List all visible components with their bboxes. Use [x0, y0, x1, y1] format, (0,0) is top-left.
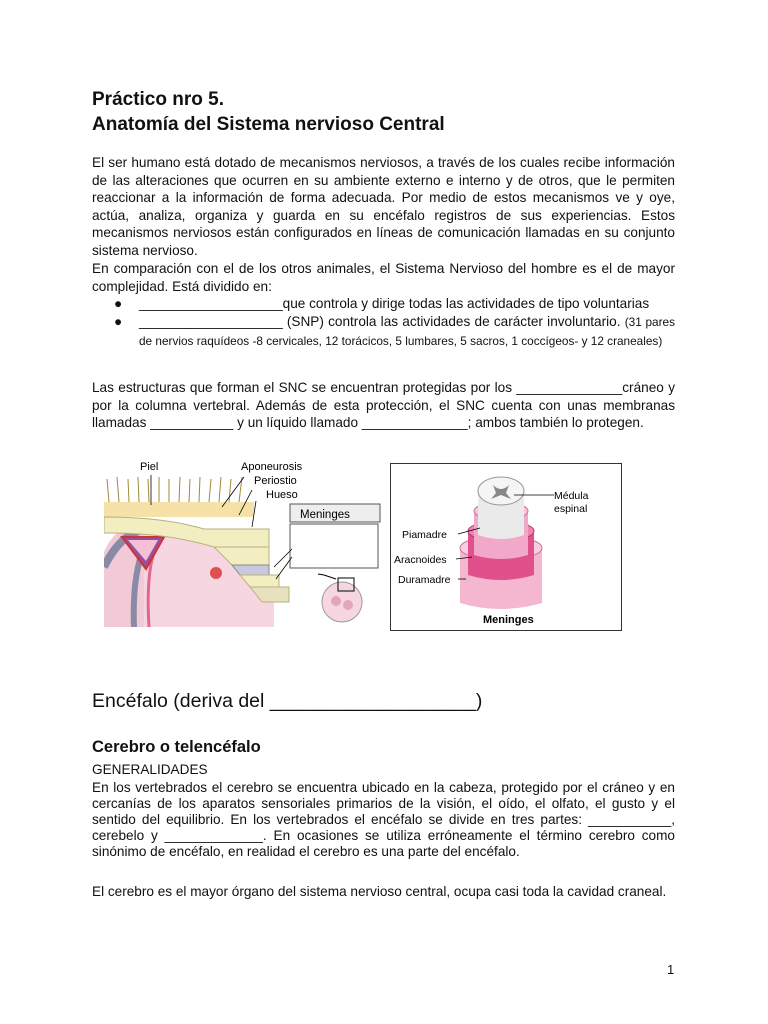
label-medula-espinal: Médula espinal — [554, 490, 589, 515]
page-number: 1 — [667, 962, 675, 977]
bullet-text-2: ___________________ (SNP) controla las actividades de carácter involuntario. — [139, 314, 621, 329]
bullet-icon: ● — [114, 296, 123, 311]
last-paragraph: El cerebro es el mayor órgano del sistema nervioso central, ocupa casi toda la cavidad craneal. — [92, 884, 667, 899]
title-line-2: Anatomía del Sistema nervioso Central — [92, 114, 445, 135]
figure-caption-meninges: Meninges — [483, 614, 534, 626]
label-aponeurosis: Aponeurosis — [241, 461, 303, 473]
scalp-layers-figure — [104, 457, 382, 627]
bullet-note-2: (31 pares de nervios raquídeos -8 cervicales, 12 torácicos, 5 lumbares, 5 sacros, 1 coccígeos- y 12 craneales) — [139, 315, 676, 348]
bullet-text-1: ___________________que controla y dirige todas las actividades de tipo voluntarias — [139, 296, 650, 311]
intro-paragraph: El ser humano está dotado de mecanismos nerviosos, a través de los cuales recibe información de las alteraciones que ocurren en su ambiente externo e interno y de otros, que le permiten reaccionar a la información de forma adecuada. Por medio de estos mecanismos ve y oye, actúa, analiza, organiza y guarda en su encéfalo registros de sus experiencias. Estos mecanismos nerviosos están configurados en líneas de comunicación llamadas en su conjunto sistema nervioso. — [92, 155, 675, 258]
spinal-meninges-figure — [390, 463, 622, 631]
label-duramadre: Duramadre — [398, 574, 451, 586]
label-periostio: Periostio — [254, 475, 297, 487]
label-piamadre: Piamadre — [402, 529, 447, 541]
bullet-icon: ● — [114, 314, 123, 329]
generalidades-label: GENERALIDADES — [92, 762, 208, 777]
generalidades-paragraph: En los vertebrados el cerebro se encuentra ubicado en la cabeza, protegido por el cráneo y en cercanías de los aparatos sensoriales primarios de la visión, el oído, el olfato, el gusto y el sentido del equilibrio. En los vertebrados el encéfalo se divide en tres partes: ___________, cerebelo y _____________. En ocasiones se utiliza erróneamente el término cerebro como sinónimo de encéfalo, en realidad el cerebro es una parte del encéfalo. — [92, 780, 675, 859]
encefalo-heading: Encéfalo (deriva del ___________________) — [92, 690, 483, 712]
label-hueso: Hueso — [266, 489, 298, 501]
label-piel: Piel — [140, 461, 159, 473]
label-meninges-box: Meninges — [300, 509, 350, 521]
label-medula-espinal-line2: espinal — [554, 503, 588, 515]
comparison-paragraph: En comparación con el de los otros animales, el Sistema Nervioso del hombre es el de mayor complejidad. Está dividido en: — [92, 261, 675, 294]
label-aracnoides: Aracnoides — [394, 554, 447, 566]
protection-paragraph: Las estructuras que forman el SNC se encuentran protegidas por los ______________cráneo y por la columna vertebral. Además de esta protección, el SNC cuenta con unas membranas llamadas ___________ y un líquido llamado ______________; ambos también lo protegen. — [92, 380, 675, 431]
cerebro-heading: Cerebro o telencéfalo — [92, 738, 261, 756]
title-line-1: Práctico nro 5. — [92, 89, 224, 110]
